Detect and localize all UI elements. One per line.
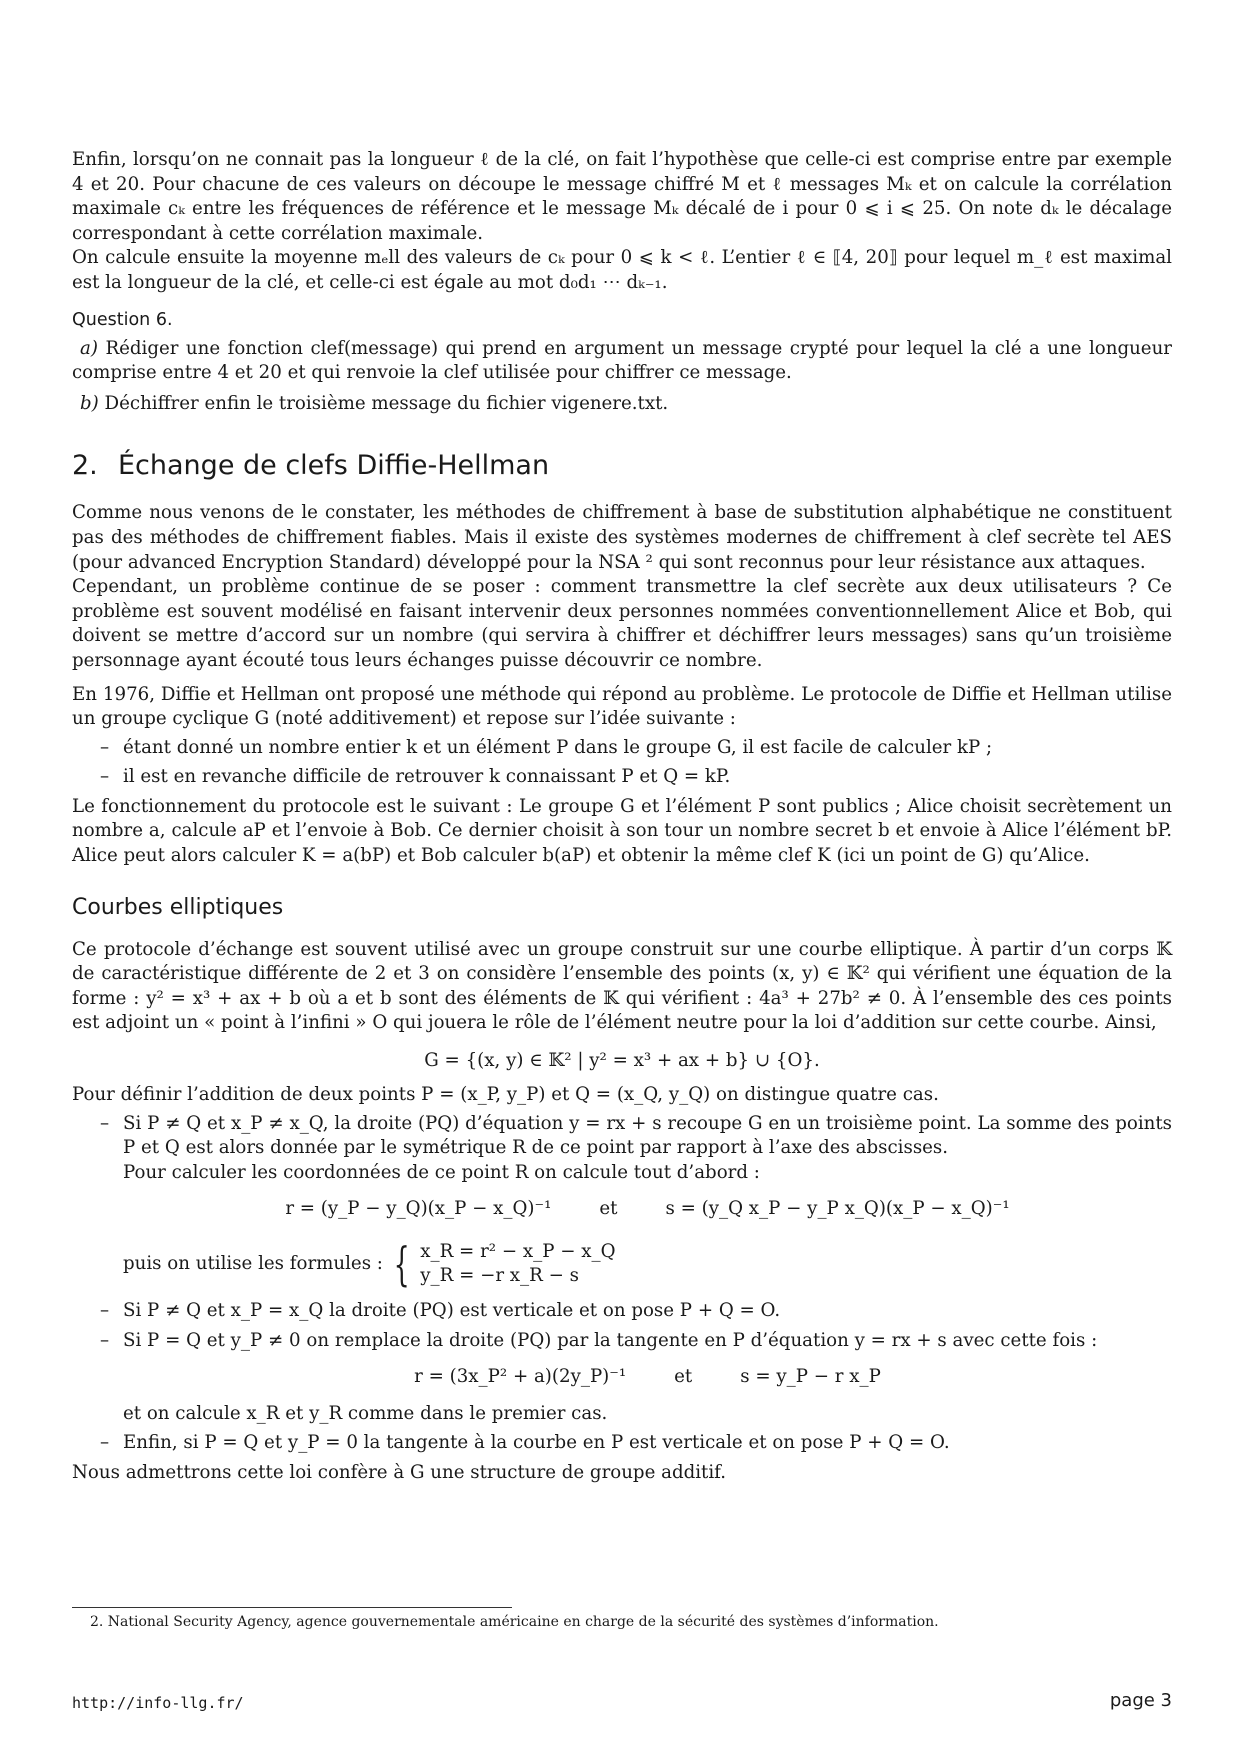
footnote-rule bbox=[72, 1607, 512, 1608]
question-item-a bbox=[72, 337, 1172, 386]
equation-row-tangent bbox=[123, 1365, 1172, 1390]
footnote: 2. National Security Agency, agence gouvernementale américaine en charge de la sécurité des systèmes d’information. bbox=[90, 1614, 939, 1630]
question-b-label: b) bbox=[80, 392, 99, 414]
intro-paragraph-1: Enfin, lorsqu’on ne connait pas la longueur ℓ de la clé, on fait l’hypothèse que celle-ci est comprise entre par exemple 4 et 20. Pour chacune de ces valeurs on découpe le message chiffré M et ℓ messages Mₖ et on calcule la corrélation maximale cₖ entre les fréquences de référence et le message Mₖ décalé de i pour 0 ⩽ i ⩽ 25. On note dₖ le décalage correspondant à cette corrélation maximale. bbox=[72, 149, 1172, 244]
subsection-paragraph-3: Nous admettrons cette loi confère à G une structure de groupe additif. bbox=[72, 1461, 727, 1483]
section-number: 2. bbox=[72, 450, 98, 482]
idea-list bbox=[72, 736, 1172, 790]
formula-system bbox=[123, 1237, 616, 1291]
footer-url[interactable]: http://info-llg.fr/ bbox=[72, 1694, 244, 1712]
question-b-text: Déchiffrer enfin le troisième message du fichier vigenere.txt. bbox=[104, 392, 669, 414]
left-brace-icon: { bbox=[393, 1237, 410, 1291]
section-title: Échange de clefs Diffie-Hellman bbox=[118, 450, 550, 482]
list-item: – étant donné un nombre entier k et un élément P dans le groupe G, il est facile de calculer kP ; bbox=[100, 736, 993, 758]
case-4-text: Enfin, si P = Q et y_P = 0 la tangente à la courbe en P est verticale et on pose P + Q = O. bbox=[123, 1432, 950, 1454]
subsection-paragraph-1: Ce protocole d’échange est souvent utilisé avec un groupe construit sur une courbe elliptique. À partir d’un corps 𝕂 de caractéristique différente de 2 et 3 on considère l’ensemble des points (x, y) ∈ 𝕂² qui vérifient une équation de la forme : y² = x³ + ax + b où a et b sont des éléments de 𝕂 qui vérifient : 4a³ + 27b² ≠ 0. À l’ensemble des ces points est adjoint un « point à l’infini » O qui jouera le rôle de l’élément neutre pour la loi d’addition sur cette courbe. Ainsi, bbox=[72, 938, 1172, 1034]
question-a-label: a) bbox=[80, 337, 98, 359]
page-body bbox=[72, 148, 1172, 1486]
equation-s-tangent: s = y_P − r x_P bbox=[740, 1366, 881, 1388]
equation-r-tangent: r = (3x_P² + a)(2y_P)⁻¹ bbox=[414, 1366, 627, 1388]
case-3-text: Si P = Q et y_P ≠ 0 on remplace la droite (PQ) par la tangente en P d’équation y = rx + s avec cette fois : bbox=[123, 1329, 1098, 1351]
section-paragraph-4: Le fonctionnement du protocole est le suivant : Le groupe G et l’élément P sont publics ; Alice choisit secrètement un nombre a, calcule aP et l’envoie à Bob. Ce dernier choisit à son tour un nombre secret b et envoie à Alice l’élément bP. Alice peut alors calculer K = a(bP) et Bob calculer b(aP) et obtenir la même clef K (ici un point de G) qu’Alice. bbox=[72, 795, 1172, 867]
equation-and-2: et bbox=[674, 1366, 693, 1388]
list-item: – Si P ≠ Q et x_P ≠ x_Q, la droite (PQ) d’équation y = rx + s recoupe G en un troisième point. La somme des points P et Q est alors donnée par le symétrique R de ce point par rapport à l’axe des abscisses. Pour calculer les coordonnées de ce point R on calcule tout d’abord : r = (y_P − y_Q)(x_P − x_Q)⁻¹ et s = (y_Q x_P − y_P x_Q)(x_P − x_Q)⁻¹ puis on utilise les formules : { x_R = r² − x_P − x_Q y_R = −r x_R − s bbox=[100, 1112, 1172, 1291]
intro-paragraph-2: On calcule ensuite la moyenne mₑll des valeurs de cₖ pour 0 ⩽ k < ℓ. L’entier ℓ ∈ ⟦4, 20⟧ pour lequel m_ℓ est maximal est la longueur de la clé, et celle-ci est égale au mot d₀d₁ ⋯ dₖ₋₁. bbox=[72, 247, 1172, 293]
equation-r: r = (y_P − y_Q)(x_P − x_Q)⁻¹ bbox=[285, 1198, 552, 1220]
case-2-text: Si P ≠ Q et x_P = x_Q la droite (PQ) est verticale et on pose P + Q = O. bbox=[123, 1300, 781, 1321]
equation-row-r-s bbox=[123, 1197, 1172, 1222]
equation-group-G: G = {(x, y) ∈ 𝕂² | y² = x³ + ax + b} ∪ {O}. bbox=[424, 1050, 820, 1072]
formula-xR: x_R = r² − x_P − x_Q bbox=[420, 1241, 616, 1262]
case-1-text: Si P ≠ Q et x_P ≠ x_Q, la droite (PQ) d’équation y = rx + s recoupe G en un troisième point. La somme des points P et Q est alors donnée par le symétrique R de ce point par rapport à l’axe des abscisses. bbox=[123, 1112, 1172, 1159]
case-3-followup: et on calcule x_R et y_R comme dans le premier cas. bbox=[123, 1402, 608, 1424]
section-paragraph-1: Comme nous venons de le constater, les méthodes de chiffrement à base de substitution alphabétique ne constituent pas des méthodes de chiffrement fiables. Mais il existe des systèmes modernes de chiffrement à clef secrète tel AES (pour advanced Encryption Standard) développé pour la NSA ² qui sont reconnus pour leur résistance aux attaques. bbox=[72, 502, 1172, 573]
equation-and: et bbox=[599, 1198, 618, 1220]
formulas-lead: puis on utilise les formules : bbox=[123, 1252, 383, 1274]
list-item: – Si P = Q et y_P ≠ 0 on remplace la droite (PQ) par la tangente en P d’équation y = rx + s avec cette fois : r = (3x_P² + a)(2y_P)⁻¹ et s = y_P − r x_P et on calcule x_R et y_R comme dans le premier cas. bbox=[72, 1329, 1172, 1427]
question-a-text: Rédiger une fonction clef(message) qui prend en argument un message crypté pour lequel la clé a une longueur comprise entre 4 et 20 et qui renvoie la clef utilisée pour chiffrer ce message. bbox=[72, 337, 1172, 384]
formula-yR: y_R = −r x_R − s bbox=[420, 1265, 579, 1286]
list-item: – il est en revanche difficile de retrouver k connaissant P et Q = kP. bbox=[100, 766, 731, 788]
subsection-title: Courbes elliptiques bbox=[72, 894, 284, 920]
list-item: – Si P ≠ Q et x_P = x_Q la droite (PQ) est verticale et on pose P + Q = O. bbox=[100, 1300, 781, 1321]
section-paragraph-3: En 1976, Diffie et Hellman ont proposé une méthode qui répond au problème. Le protocole de Diffie et Hellman utilise un groupe cyclique G (noté additivement) et repose sur l’idée suivante : bbox=[72, 683, 1172, 730]
cases-list bbox=[72, 1112, 1172, 1456]
subsection-paragraph-2: Pour définir l’addition de deux points P = (x_P, y_P) et Q = (x_Q, y_Q) on distingue quatre cas. bbox=[72, 1084, 939, 1106]
page-number: page 3 bbox=[1109, 1690, 1172, 1711]
list-item: – Enfin, si P = Q et y_P = 0 la tangente à la courbe en P est verticale et on pose P + Q = O. bbox=[100, 1432, 950, 1454]
equation-s: s = (y_Q x_P − y_P x_Q)(x_P − x_Q)⁻¹ bbox=[665, 1198, 1010, 1220]
section-heading bbox=[72, 450, 1172, 481]
section-paragraph-2: Cependant, un problème continue de se poser : comment transmettre la clef secrète aux deux utilisateurs ? Ce problème est souvent modélisé en faisant intervenir deux personnes nommées conventionnellement Alice et Bob, qui doivent se mettre d’accord sur un nombre (qui servira à chiffrer et déchiffrer leurs messages) sans qu’un troisième personnage ayant écouté tous leurs échanges puisse découvrir ce nombre. bbox=[72, 576, 1172, 671]
case-1-lead: Pour calculer les coordonnées de ce point R on calcule tout d’abord : bbox=[123, 1161, 760, 1183]
question-item-b bbox=[72, 392, 1172, 417]
question-title: Question 6. bbox=[72, 309, 173, 330]
